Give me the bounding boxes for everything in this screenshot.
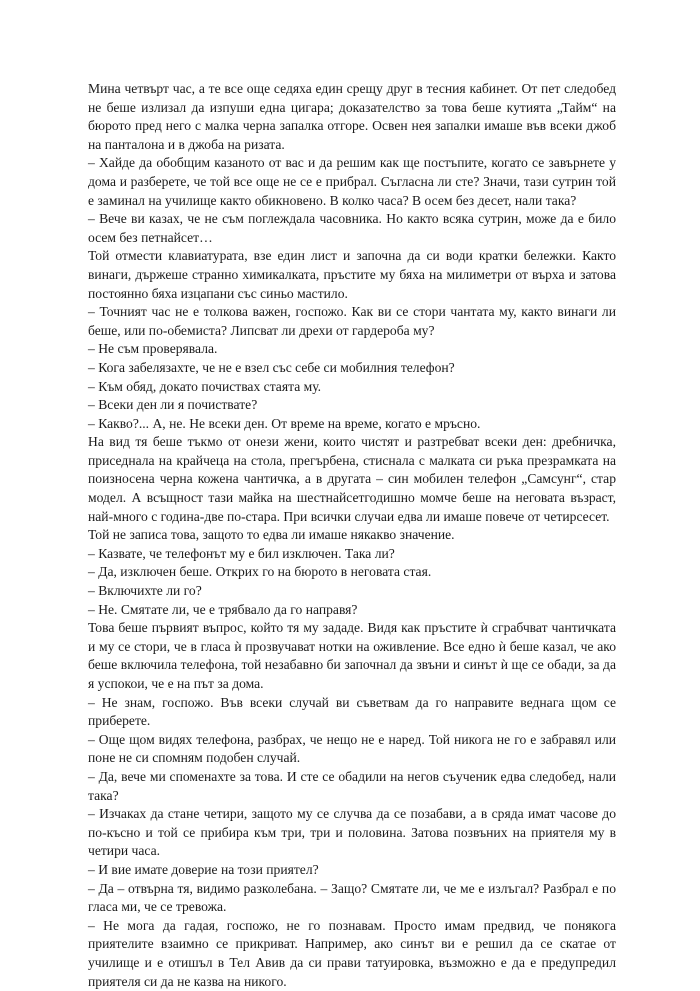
- paragraph: – Хайде да обобщим казаното от вас и да решим как ще постъпите, когато се завърнете у дома и разберете, че той все още не се е прибрал. Съгласна ли сте? Значи, тази сутрин той е заминал на училище както обикновено. В колко часа? В осем без десет, нали така?: [88, 155, 616, 208]
- paragraph: – Изчаках да стане четири, защото му се случва да се позабави, а в сряда имат часове до по-късно и той се прибира към три, три и половина. Затова позвъних на приятеля му в четири часа.: [88, 806, 616, 859]
- paragraph: – Не мога да гадая, госпожо, не го познавам. Просто имам предвид, че понякога приятелите взаимно се прикриват. Например, ако синът ви е решил да се скатае от училище и е отишъл в Тел Авив да си прави татуировка, възможно е да е предупредил приятеля си да не казва на никого.: [88, 917, 616, 989]
- paragraph: – Още щом видях телефона, разбрах, че нещо не е наред. Той никога не го е забравял или поне не си спомням подобен случай.: [88, 731, 616, 766]
- paragraph: – Към обяд, докато почиствах стаята му.: [88, 378, 322, 394]
- paragraph: На вид тя беше тъкмо от онези жени, които чистят и разтребват всеки ден: дребничка, приседнала на крайчеца на стола, прегърбена, стиснала с малката си ръка презрамката на поизносена черна кожена чантичка, а в другата – син мобилен телефон „Самсунг“, стар модел. А всъщност тази майка на шестнайсетгодишно момче беше на неговата възраст, най-много с година-две по-стара. При всички случаи едва ли имаше повече от четирсесет.: [88, 434, 616, 524]
- paragraph: Мина четвърт час, а те все още седяха един срещу друг в тесния кабинет. От пет следобед не беше излизал да изпуши една цигара; доказателство за това беше кутията „Тайм“ на бюрото пред него с малка черна запалка отгоре. Освен нея запалки имаше във всеки джоб на панталона и в джоба на ризата.: [88, 81, 616, 152]
- paragraph: – Не знам, госпожо. Във всеки случай ви съветвам да го направите веднага щом се приберете.: [88, 694, 616, 729]
- paragraph: – Не съм проверявала.: [88, 341, 218, 357]
- paragraph: – И вие имате доверие на този приятел?: [88, 861, 319, 877]
- paragraph: – Кога забелязахте, че не е взел със себе си мобилния телефон?: [88, 359, 455, 375]
- paragraph: – Да – отвърна тя, видимо разколебана. – Защо? Смятате ли, че ме е излъгал? Разбрал е по гласа ми, че се тревожа.: [88, 880, 616, 915]
- paragraph: – Какво?... А, не. Не всеки ден. От време на време, когато е мръсно.: [88, 415, 481, 431]
- paragraph: Той не записа това, защото то едва ли имаше някакво значение.: [88, 527, 455, 543]
- paragraph: – Вече ви казах, че не съм поглеждала часовника. Но както всяка сутрин, може да е било осем без петнайсет…: [88, 211, 616, 245]
- document-page: [88, 80, 616, 991]
- paragraph: – Точният час не е толкова важен, госпожо. Как ви се стори чантата му, както винаги ли беше, или по-обемиста? Липсват ли дрехи от гардероба му?: [88, 304, 616, 338]
- paragraph: Това беше първият въпрос, който тя му зададе. Видя как пръстите ѝ сграбчват чантичката и му се стори, че в гласа ѝ прозвучават нотки на оживление. Все едно ѝ беше казал, че ако беше включила телефона, той незабавно би започнал да звъни и синът ѝ ще се обади, за да я успокои, че е на път за дома.: [88, 620, 616, 691]
- paragraph: – Да, изключен беше. Открих го на бюрото в неговата стая.: [88, 564, 432, 580]
- paragraph: Той отмести клавиатурата, взе един лист и започна да си води кратки бележки. Както винаги, държеше странно химикалката, пръстите му бяха на милиметри от върха и затова постоянно бяха изцапани със синьо мастило.: [88, 248, 616, 301]
- paragraph: – Всеки ден ли я почиствате?: [88, 397, 258, 413]
- paragraph: – Да, вече ми споменахте за това. И сте се обадили на негов съученик едва следобед, нали така?: [88, 768, 616, 803]
- paragraph: – Казвате, че телефонът му е бил изключен. Така ли?: [88, 545, 395, 561]
- paragraph: – Не. Смятате ли, че е трябвало да го направя?: [88, 601, 358, 617]
- paragraph: – Включихте ли го?: [88, 583, 202, 599]
